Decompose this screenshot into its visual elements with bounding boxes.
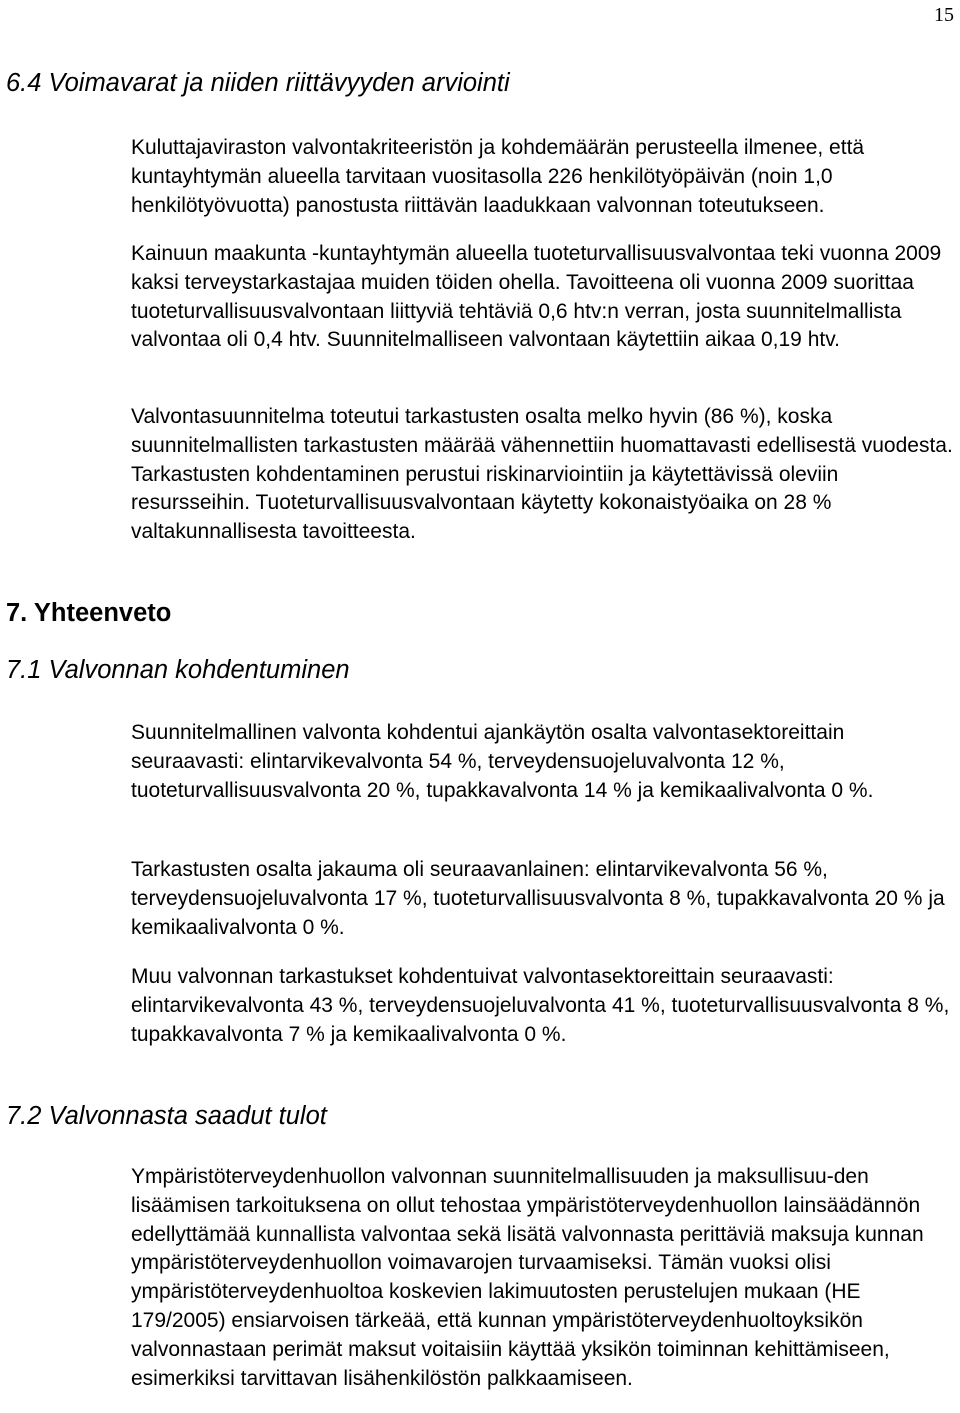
section-7-2-heading: 7.2 Valvonnasta saadut tulot — [6, 1102, 327, 1130]
section-7-1-heading: 7.1 Valvonnan kohdentuminen — [6, 656, 350, 684]
section-6-4-paragraph-1: Kuluttajaviraston valvontakriteeristön ja kohdemäärän perusteella ilmenee, että kuntayhtymän alueella tarvitaan vuositasolla 226 henkilötyöpäivän (noin 1,0 henkilötyövuotta) panostusta riittävän laadukkaan valvonnan toteutukseen. — [131, 136, 865, 217]
section-7-1-paragraph-3: Muu valvonnan tarkastukset kohdentuivat valvontasektoreittain seuraavasti: elintarvikevalvonta 43 %, terveydensuojeluvalvonta 41 %, tuoteturvallisuusvalvonta 8 %, tupakkavalvonta 7 % ja kemikaalivalvonta 0 %. — [131, 965, 950, 1046]
section-7-1-paragraph-2: Tarkastusten osalta jakauma oli seuraavanlainen: elintarvikevalvonta 56 %, terveydensuojeluvalvonta 17 %, tuoteturvallisuusvalvonta 8 %, tupakkavalvonta 20 % ja kemikaalivalvonta 0 %. — [131, 858, 945, 939]
section-7-1-paragraph-1: Suunnitelmallinen valvonta kohdentui ajankäytön osalta valvontasektoreittain seuraavasti: elintarvikevalvonta 54 %, terveydensuojeluvalvonta 12 %, tuoteturvallisuusvalvonta 20 %, tupakkavalvonta 14 % ja kemikaalivalvonta 0 %. — [131, 721, 874, 802]
section-6-4-paragraph-2: Kainuun maakunta -kuntayhtymän alueella tuoteturvallisuusvalvontaa teki vuonna 2009 kaksi terveystarkastajaa muiden töiden ohella. Tavoitteena oli vuonna 2009 suorittaa tuoteturvallisuusvalvontaan liittyviä tehtäviä 0,6 htv:n verran, josta suunnitelmallista valvontaa oli 0,4 htv. Suunnitelmalliseen valvontaan käytettiin aikaa 0,19 htv. — [131, 242, 942, 352]
section-7-heading: 7. Yhteenveto — [6, 599, 172, 627]
section-6-4-paragraph-3: Valvontasuunnitelma toteutui tarkastusten osalta melko hyvin (86 %), koska suunnitelmallisten tarkastusten määrää vähennettiin huomattavasti edellisestä vuodesta. Tarkastusten kohdentaminen perustui riskinarviointiin ja käytettävissä oleviin resursseihin. Tuoteturvallisuusvalvontaan käytetty kokonaistyöaika on 28 % valtakunnallisesta tavoitteesta. — [131, 405, 953, 544]
page-number: 15 — [934, 4, 954, 26]
section-7-2-paragraph-1: Ympäristöterveydenhuollon valvonnan suunnitelmallisuuden ja maksullisuu-den lisäämisen tarkoituksena on ollut tehostaa ympäristöterveydenhuollon lainsäädännön edellyttämää kunnallista valvontaa sekä lisätä valvonnasta perittäviä maksuja kunnan ympäristöterveydenhuollon voimavarojen turvaamiseksi. Tämän vuoksi olisi ympäristöterveydenhuoltoa koskevien lakimuutosten perustelujen mukaan (HE 179/2005) ensiarvoisen tärkeää, että kunnan ympäristöterveydenhuoltoyksikön valvonnastaan perimät maksut voitaisiin käyttää yksikön toiminnan kehittämiseen, esimerkiksi tarvittavan lisähenkilöstön palkkaamiseen. — [131, 1165, 924, 1390]
section-6-4-heading: 6.4 Voimavarat ja niiden riittävyyden arviointi — [6, 69, 510, 97]
